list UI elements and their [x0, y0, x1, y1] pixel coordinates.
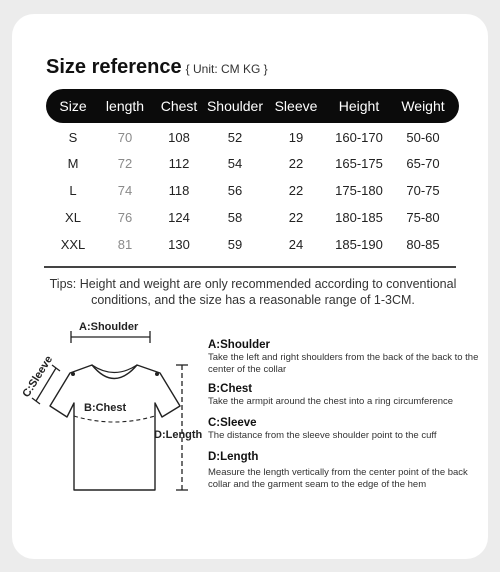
cell-chest: 112 — [168, 156, 190, 171]
unit-label: { Unit: CM KG } — [185, 62, 268, 76]
cell-weight: 75-80 — [406, 210, 440, 225]
chest-label: B:Chest — [84, 402, 127, 414]
header-height: Height — [338, 98, 380, 114]
cell-weight: 65-70 — [406, 156, 440, 171]
header-size: Size — [59, 98, 87, 114]
description-text: Take the armpit around the chest into a ring circumference — [208, 396, 454, 407]
cell-height: 180-185 — [335, 210, 383, 225]
sleeve-label: C:Sleeve — [20, 353, 56, 400]
cell-length: 74 — [117, 183, 133, 198]
cell-length: 76 — [117, 210, 133, 225]
cell-size: M — [67, 156, 79, 171]
description-text: Take the left and right shoulders from the back of the back to the center of the collar — [208, 352, 479, 375]
length-label: D:Length — [154, 429, 203, 441]
cell-shoulder: 58 — [227, 210, 243, 225]
description-length — [208, 450, 484, 491]
shoulder-point-left — [71, 372, 75, 376]
cell-sleeve: 19 — [288, 130, 304, 145]
cell-size: XXL — [60, 237, 86, 252]
cell-length: 72 — [117, 156, 133, 171]
cell-shoulder: 52 — [227, 130, 243, 145]
shoulder-point-right — [155, 372, 159, 376]
header-weight: Weight — [401, 98, 445, 114]
length-measure-line — [176, 365, 188, 490]
cell-weight: 70-75 — [406, 183, 440, 198]
cell-height: 185-190 — [335, 237, 383, 252]
cell-size: L — [69, 183, 77, 198]
tips-text: Tips: Height and weight are only recommended according to conventional conditions, and the size has a reasonable range of 1-3CM. — [49, 277, 457, 307]
cell-sleeve: 24 — [288, 237, 304, 252]
description-shoulder — [208, 338, 484, 376]
cell-weight: 50-60 — [406, 130, 440, 145]
cell-size: S — [68, 130, 78, 145]
cell-sleeve: 22 — [288, 183, 304, 198]
description-term: D:Length — [208, 451, 259, 463]
cell-chest: 124 — [168, 210, 190, 225]
description-text: Measure the length vertically from the center point of the back collar and the garment seam to the edge of the hem — [208, 467, 468, 490]
cell-height: 165-175 — [335, 156, 383, 171]
cell-shoulder: 56 — [227, 183, 243, 198]
header-length: length — [105, 98, 145, 114]
shoulder-label: A:Shoulder — [79, 321, 139, 333]
cell-sleeve: 22 — [288, 210, 304, 225]
header-chest: Chest — [160, 98, 198, 114]
description-text: The distance from the sleeve shoulder point to the cuff — [208, 430, 437, 441]
title-text: Size reference — [46, 56, 182, 78]
cell-height: 160-170 — [335, 130, 383, 145]
cell-length: 70 — [117, 130, 133, 145]
cell-shoulder: 59 — [227, 237, 243, 252]
description-term: C:Sleeve — [208, 417, 257, 429]
cell-sleeve: 22 — [288, 156, 304, 171]
cell-chest: 118 — [168, 183, 190, 198]
header-shoulder: Shoulder — [206, 98, 264, 114]
cell-size: XL — [65, 210, 81, 225]
cell-chest: 130 — [168, 237, 190, 252]
description-chest — [208, 382, 484, 408]
header-sleeve: Sleeve — [274, 98, 318, 114]
description-sleeve — [208, 416, 484, 442]
cell-chest: 108 — [168, 130, 190, 145]
cell-length: 81 — [117, 237, 133, 252]
cell-shoulder: 54 — [227, 156, 243, 171]
description-term: A:Shoulder — [208, 339, 270, 351]
cell-height: 175-180 — [335, 183, 383, 198]
cell-weight: 80-85 — [406, 237, 440, 252]
description-term: B:Chest — [208, 383, 253, 395]
tshirt-outline — [50, 365, 180, 490]
